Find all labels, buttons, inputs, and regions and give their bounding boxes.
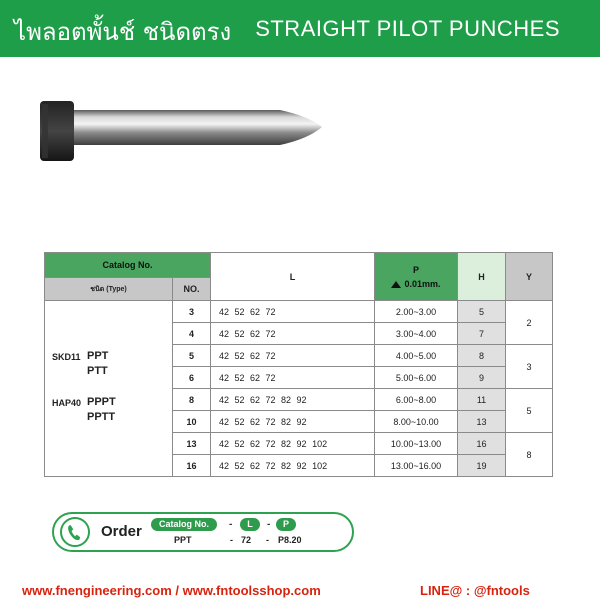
catalog-no-pill: Catalog No. [151,518,217,531]
title-english: STRAIGHT PILOT PUNCHES [255,16,560,41]
p-cell: 13.00~16.00 [375,455,458,477]
example-dash: - [230,535,233,545]
order-example-box [52,512,354,552]
h-cell: 16 [458,433,506,455]
separator-dash: - [229,519,233,530]
h-cell: 5 [458,301,506,323]
l-cell: 42 52 62 72 82 92 [211,411,375,433]
no-cell: 6 [173,367,211,389]
header-banner [0,0,600,57]
l-cell: 42 52 62 72 82 92 102 [211,433,375,455]
no-cell: 16 [173,455,211,477]
p-cell: 8.00~10.00 [375,411,458,433]
p-cell: 2.00~3.00 [375,301,458,323]
l-cell: 42 52 62 72 [211,367,375,389]
type-header: ชนิด (Type) [45,278,173,301]
no-cell: 13 [173,433,211,455]
phone-icon [60,517,90,547]
p-cell: 3.00~4.00 [375,323,458,345]
h-cell: 9 [458,367,506,389]
example-catalog: PPT [174,535,192,545]
no-header: NO. [173,278,211,301]
y-cell: 8 [506,433,553,477]
h-header: H [458,253,506,301]
website-links[interactable]: www.fnengineering.com / www.fntoolsshop.com [22,583,321,598]
p-cell: 6.00~8.00 [375,389,458,411]
no-cell: 3 [173,301,211,323]
title-thai: ไพลอตพั้นช์ ชนิดตรง [14,18,232,46]
y-header: Y [506,253,553,301]
l-cell: 42 52 62 72 [211,323,375,345]
h-cell: 19 [458,455,506,477]
p-pill: P [276,518,296,531]
h-cell: 8 [458,345,506,367]
example-p: P8.20 [278,535,302,545]
order-label: Order [101,523,142,540]
p-header: P 0.01mm. [375,253,458,301]
up-arrow-icon [391,281,401,288]
type-group: HAP40 PPPT PPTT [52,396,116,423]
p-cell: 5.00~6.00 [375,367,458,389]
p-cell: 10.00~13.00 [375,433,458,455]
h-cell: 11 [458,389,506,411]
line-contact[interactable]: LINE@ : @fntools [420,583,530,598]
catalog-header: Catalog No. [45,253,211,278]
y-cell: 5 [506,389,553,433]
type-group: SKD11 PPT PTT [52,350,109,377]
l-header: L [211,253,375,301]
pilot-punch-image [40,98,325,164]
l-cell: 42 52 62 72 82 92 102 [211,455,375,477]
l-cell: 42 52 62 72 82 92 [211,389,375,411]
specification-table [44,252,553,477]
l-cell: 42 52 62 72 [211,301,375,323]
y-cell: 3 [506,345,553,389]
no-cell: 10 [173,411,211,433]
l-cell: 42 52 62 72 [211,345,375,367]
h-cell: 13 [458,411,506,433]
no-cell: 4 [173,323,211,345]
l-pill: L [240,518,260,531]
p-cell: 4.00~5.00 [375,345,458,367]
no-cell: 5 [173,345,211,367]
separator-dash: - [267,519,271,530]
y-cell: 2 [506,301,553,345]
type-cell [45,301,173,477]
h-cell: 7 [458,323,506,345]
example-dash: - [266,535,269,545]
example-length: 72 [241,535,252,545]
no-cell: 8 [173,389,211,411]
